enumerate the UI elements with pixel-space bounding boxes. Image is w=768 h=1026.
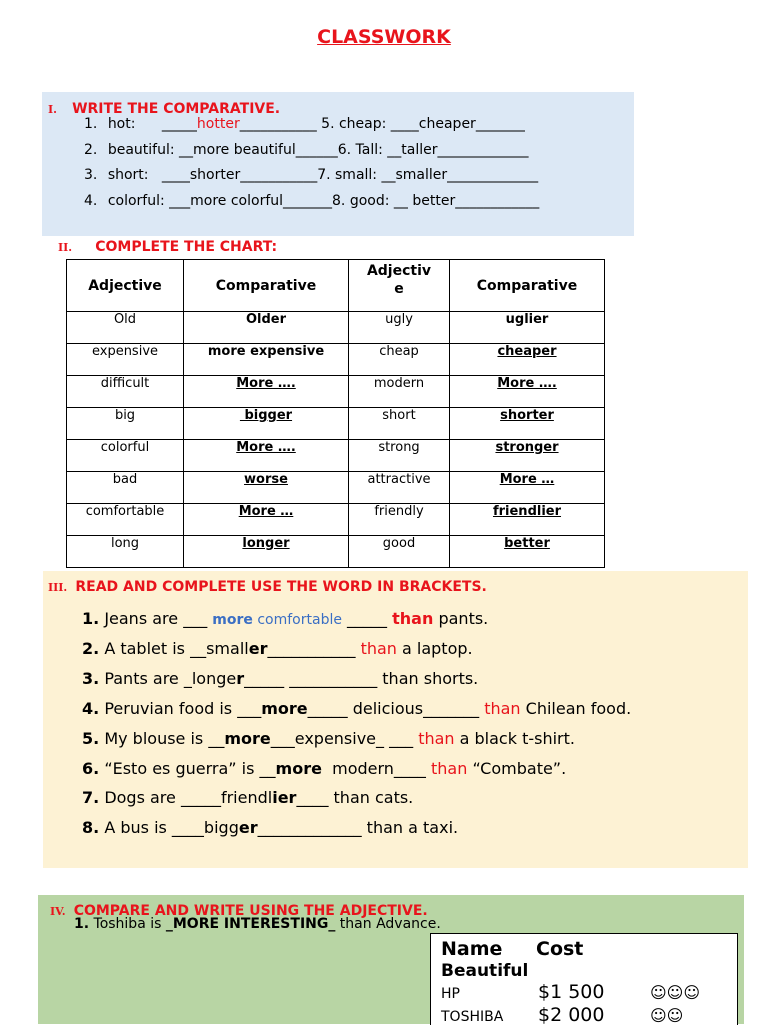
sentence-blank: ___________ bbox=[267, 639, 361, 658]
s1-blank: _____ bbox=[161, 116, 197, 132]
s3-sentence-2 bbox=[82, 639, 473, 658]
answer-suffix: er bbox=[248, 639, 268, 658]
than-word: than bbox=[418, 729, 455, 748]
chart-header: Comparative bbox=[184, 260, 349, 312]
sentence-number: 3. bbox=[82, 669, 100, 688]
table-row bbox=[67, 344, 605, 376]
chart-cell: cheap bbox=[349, 344, 450, 376]
answer-more: more bbox=[275, 759, 322, 778]
section-1-roman: I. bbox=[48, 103, 57, 116]
cost-header-beautiful: Beautiful bbox=[441, 961, 529, 981]
sentence-text: a laptop. bbox=[396, 639, 473, 658]
cost-header-cost: Cost bbox=[536, 938, 584, 960]
sentence-text: Jeans are ___ bbox=[104, 609, 213, 628]
answer-suffix: ier bbox=[272, 788, 297, 807]
table-row bbox=[67, 440, 605, 472]
cost-row-cost: $2 000 bbox=[538, 1004, 605, 1026]
chart-header: Adjective bbox=[67, 260, 184, 312]
sentence-number: 2. bbox=[82, 639, 100, 658]
comparative-chart bbox=[66, 259, 605, 568]
table-row bbox=[67, 408, 605, 440]
chart-cell: More …. bbox=[450, 376, 605, 408]
chart-cell: strong bbox=[349, 440, 450, 472]
smiley-rating-icon: ☺☺☺ bbox=[650, 983, 701, 1002]
s3-sentence-8 bbox=[82, 818, 458, 837]
section-3-roman: III. bbox=[48, 581, 68, 594]
table-row bbox=[67, 536, 605, 568]
sentence-text: ___expensive_ ___ bbox=[270, 729, 419, 748]
cost-header-name: Name bbox=[441, 938, 503, 960]
section-1-header bbox=[48, 98, 280, 117]
s3-sentence-1 bbox=[82, 609, 488, 628]
s1-row-number: 1. bbox=[84, 116, 98, 132]
sentence-number: 8. bbox=[82, 818, 100, 837]
s1-row-text: beautiful: __more beautiful______6. Tall: __taller_____________ bbox=[107, 142, 529, 158]
s3-sentence-6 bbox=[82, 759, 566, 778]
than-word: than bbox=[360, 639, 397, 658]
section-2-roman: II. bbox=[58, 241, 73, 254]
smiley-rating-icon: ☺☺ bbox=[650, 1006, 684, 1025]
chart-cell: bigger bbox=[184, 408, 349, 440]
answer-suffix: er bbox=[238, 818, 258, 837]
chart-cell: big bbox=[67, 408, 184, 440]
cost-row-name: HP bbox=[441, 986, 460, 1002]
chart-cell: stronger bbox=[450, 440, 605, 472]
table-row bbox=[67, 504, 605, 536]
sentence-text: than Advance. bbox=[335, 916, 441, 932]
sentence-text: _____ ___________ than shorts. bbox=[244, 669, 479, 688]
s1-row-3 bbox=[84, 167, 538, 183]
chart-cell: good bbox=[349, 536, 450, 568]
chart-cell: shorter bbox=[450, 408, 605, 440]
chart-cell: uglier bbox=[450, 312, 605, 344]
chart-cell: expensive bbox=[67, 344, 184, 376]
table-row bbox=[67, 376, 605, 408]
than-word: than bbox=[484, 699, 521, 718]
s1-row-prompt: hot: bbox=[107, 116, 136, 132]
sentence-text: _____ delicious_______ bbox=[307, 699, 485, 718]
s1-row-2 bbox=[84, 142, 529, 158]
than-word: than bbox=[431, 759, 468, 778]
sentence-number: 7. bbox=[82, 788, 100, 807]
s1-row-number: 2. bbox=[84, 142, 98, 158]
chart-header: Comparative bbox=[450, 260, 605, 312]
s1-row-1 bbox=[84, 116, 525, 132]
s1-row-number: 4. bbox=[84, 193, 98, 209]
chart-cell: long bbox=[67, 536, 184, 568]
sentence-text: Dogs are _____friendl bbox=[104, 788, 273, 807]
chart-cell: Older bbox=[184, 312, 349, 344]
chart-cell: more expensive bbox=[184, 344, 349, 376]
sentence-text: Peruvian food is ___ bbox=[104, 699, 262, 718]
chart-header-row bbox=[67, 260, 605, 312]
answer-more: more bbox=[261, 699, 308, 718]
s1-answer: hotter bbox=[196, 116, 240, 132]
sentence-text: _____________ than a taxi. bbox=[257, 818, 459, 837]
chart-cell: comfortable bbox=[67, 504, 184, 536]
sentence-text: pants. bbox=[433, 609, 489, 628]
section-3-header bbox=[48, 576, 487, 595]
s3-sentence-3 bbox=[82, 669, 478, 688]
chart-cell: modern bbox=[349, 376, 450, 408]
answer-more: more bbox=[224, 729, 271, 748]
table-row bbox=[67, 472, 605, 504]
sentence-number: 1. bbox=[82, 609, 100, 628]
sentence-text: My blouse is __ bbox=[104, 729, 225, 748]
sentence-text: A bus is ____bigg bbox=[104, 818, 239, 837]
chart-cell: difficult bbox=[67, 376, 184, 408]
chart-cell: More … bbox=[184, 504, 349, 536]
s1-row-number: 3. bbox=[84, 167, 98, 183]
chart-cell: bad bbox=[67, 472, 184, 504]
cost-table bbox=[430, 933, 738, 1025]
sentence-text: A tablet is __small bbox=[104, 639, 249, 658]
answer-more: more bbox=[212, 612, 253, 628]
chart-cell: cheaper bbox=[450, 344, 605, 376]
sentence-number: 1. bbox=[74, 916, 90, 932]
sentence-text: ____ than cats. bbox=[296, 788, 414, 807]
sentence-text: “Esto es guerra” is __ bbox=[104, 759, 276, 778]
sentence-text: “Combate”. bbox=[467, 759, 567, 778]
sentence-blank: _____ bbox=[341, 609, 393, 628]
cost-row-name: TOSHIBA bbox=[441, 1009, 504, 1025]
section-2-header bbox=[58, 236, 277, 255]
s1-row-text: short: ____shorter___________7. small: __smaller_____________ bbox=[107, 167, 539, 183]
answer-word: comfortable bbox=[252, 612, 342, 628]
section-1-heading: WRITE THE COMPARATIVE. bbox=[72, 101, 281, 117]
section-3-heading: READ AND COMPLETE USE THE WORD IN BRACKETS. bbox=[75, 579, 487, 595]
chart-cell: longer bbox=[184, 536, 349, 568]
sentence-number: 6. bbox=[82, 759, 100, 778]
s1-row-text: colorful: ___more colorful_______8. good: __ better____________ bbox=[107, 193, 540, 209]
s1-row-4 bbox=[84, 193, 539, 209]
section-2-heading: COMPLETE THE CHART: bbox=[95, 239, 278, 255]
chart-cell: More …. bbox=[184, 376, 349, 408]
section-4-roman: IV. bbox=[50, 905, 66, 918]
chart-cell: better bbox=[450, 536, 605, 568]
chart-cell: worse bbox=[184, 472, 349, 504]
chart-cell: ugly bbox=[349, 312, 450, 344]
sentence-text: Pants are _longe bbox=[104, 669, 237, 688]
sentence-text: Toshiba is bbox=[93, 916, 166, 932]
s3-sentence-4 bbox=[82, 699, 631, 718]
s1-row-prompt-b: 5. cheap: ____cheaper_______ bbox=[321, 116, 525, 132]
chart-cell: attractive bbox=[349, 472, 450, 504]
sentence-number: 4. bbox=[82, 699, 100, 718]
answer-text: _MORE INTERESTING_ bbox=[165, 916, 336, 932]
s1-blank: ___________ bbox=[239, 116, 317, 132]
chart-header: Adjective bbox=[349, 260, 450, 312]
page-title: CLASSWORK bbox=[317, 26, 451, 48]
chart-cell: friendlier bbox=[450, 504, 605, 536]
section-4-heading: COMPARE AND WRITE USING THE ADJECTIVE. bbox=[73, 903, 428, 919]
table-row bbox=[67, 312, 605, 344]
sentence-text: modern____ bbox=[321, 759, 432, 778]
chart-cell: More … bbox=[450, 472, 605, 504]
chart-cell: colorful bbox=[67, 440, 184, 472]
sentence-text: Chilean food. bbox=[520, 699, 632, 718]
chart-cell: More …. bbox=[184, 440, 349, 472]
cost-row-cost: $1 500 bbox=[538, 981, 605, 1003]
chart-cell: friendly bbox=[349, 504, 450, 536]
s3-sentence-7 bbox=[82, 788, 413, 807]
chart-cell: short bbox=[349, 408, 450, 440]
sentence-text: a black t-shirt. bbox=[454, 729, 575, 748]
s4-sentence-1 bbox=[74, 916, 441, 932]
answer-suffix: r bbox=[236, 669, 245, 688]
sentence-number: 5. bbox=[82, 729, 100, 748]
s3-sentence-5 bbox=[82, 729, 575, 748]
chart-cell: Old bbox=[67, 312, 184, 344]
than-word: than bbox=[392, 609, 434, 628]
